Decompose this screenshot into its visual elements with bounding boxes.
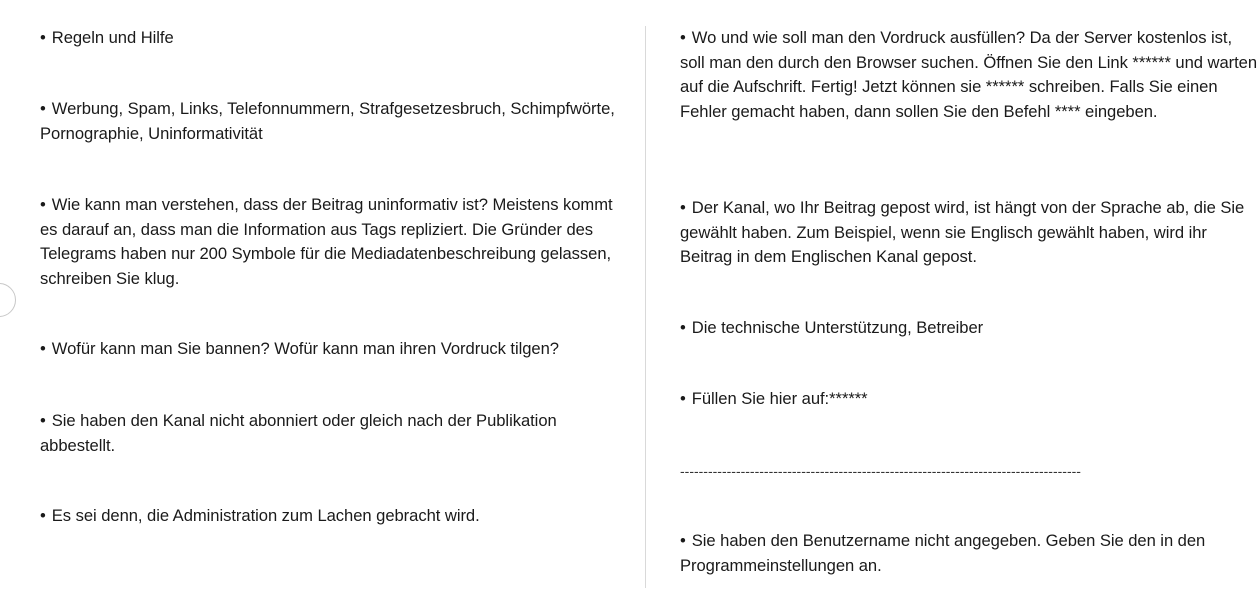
left-paragraph-4 bbox=[40, 337, 630, 362]
bullet-icon: • bbox=[680, 198, 686, 217]
right-paragraph-4 bbox=[680, 387, 1260, 412]
bullet-icon: • bbox=[40, 339, 46, 358]
right-column bbox=[646, 0, 1260, 598]
right-paragraph-5 bbox=[680, 529, 1260, 578]
bullet-icon: • bbox=[680, 28, 686, 47]
bullet-icon: • bbox=[680, 318, 686, 337]
bullet-icon: • bbox=[40, 411, 46, 430]
paragraph-text: Wie kann man verstehen, dass der Beitrag uninformativ ist? Meistens kommt es darauf an, dass man die Information aus Tags repliziert. Die Gründer des Telegrams haben nur 200 Symbole für die Mediadatenbeschreibung gelassen, schreiben Sie klug. bbox=[40, 195, 613, 288]
right-paragraph-1 bbox=[680, 26, 1260, 124]
bullet-icon: • bbox=[40, 195, 46, 214]
dashed-separator: -------------------------------------------------------------------------------------- bbox=[680, 463, 1081, 479]
bullet-icon: • bbox=[40, 99, 46, 118]
right-paragraph-2 bbox=[680, 196, 1260, 270]
paragraph-text: Es sei denn, die Administration zum Lachen gebracht wird. bbox=[51, 506, 480, 525]
left-paragraph-6 bbox=[40, 504, 630, 529]
paragraph-text: Wo und wie soll man den Vordruck ausfüllen? Da der Server kostenlos ist, soll man den durch den Browser suchen. Öffnen Sie den Link ****** und warten auf die Aufschrift. Fertig! Jetzt können sie ****** schreiben. Falls Sie einen Fehler gemacht haben, dann sollen Sie den Befehl **** eingeben. bbox=[680, 28, 1258, 121]
paragraph-text: Regeln und Hilfe bbox=[51, 28, 174, 47]
bullet-icon: • bbox=[680, 389, 686, 408]
paragraph-text: Werbung, Spam, Links, Telefonnummern, Strafgesetzesbruch, Schimpfwörte, Pornographie, Uninformativität bbox=[40, 99, 615, 143]
bullet-icon: • bbox=[40, 28, 46, 47]
paragraph-text: Wofür kann man Sie bannen? Wofür kann man ihren Vordruck tilgen? bbox=[51, 339, 559, 358]
left-paragraph-5 bbox=[40, 409, 630, 458]
paragraph-text: Füllen Sie hier auf:****** bbox=[691, 389, 868, 408]
left-paragraph-2 bbox=[40, 97, 630, 146]
bullet-icon: • bbox=[680, 531, 686, 550]
paragraph-text: Sie haben den Benutzername nicht angegeben. Geben Sie den in den Programmeinstellungen an. bbox=[680, 531, 1206, 575]
right-paragraph-3 bbox=[680, 316, 1260, 341]
paragraph-text: Sie haben den Kanal nicht abonniert oder gleich nach der Publikation abbestellt. bbox=[40, 411, 557, 455]
left-paragraph-1 bbox=[40, 26, 630, 51]
bullet-icon: • bbox=[40, 506, 46, 525]
paragraph-text: Die technische Unterstützung, Betreiber bbox=[691, 318, 984, 337]
left-paragraph-3 bbox=[40, 193, 630, 291]
paragraph-text: Der Kanal, wo Ihr Beitrag gepost wird, ist hängt von der Sprache ab, die Sie gewählt haben. Zum Beispiel, wenn sie Englisch gewählt haben, wird ihr Beitrag in dem Englischen Kanal gepost. bbox=[680, 198, 1245, 266]
